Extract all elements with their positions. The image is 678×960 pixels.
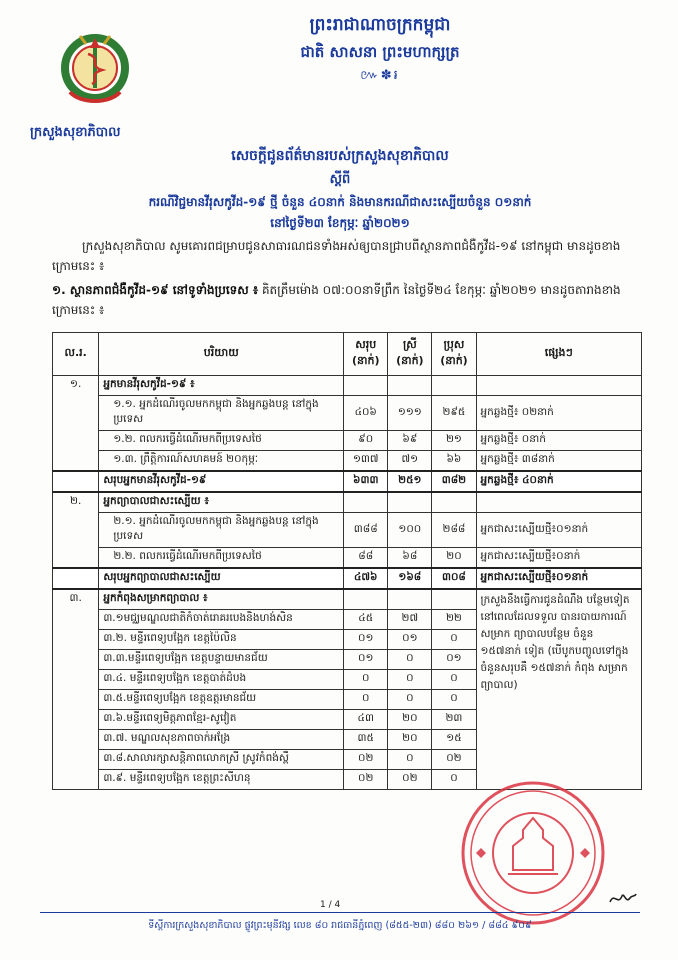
row-male: ២៣ [432,710,476,730]
row-female: ០ [388,650,432,670]
row-male: ៦៦ [432,451,476,472]
section-1 [52,280,642,320]
row-male: ០២ [432,750,476,770]
row-desc: ៣.៦.មន្ទីរពេទ្យមិត្តភាពខ្មែរ-សូវៀត [99,710,344,730]
row-female: ២០ [388,710,432,730]
table-row [53,396,642,431]
row-female: ០ [388,670,432,690]
row-other: អ្នកឆ្លងថ្មី៖ ៣៨នាក់ [476,451,642,472]
row-female: ៦៩ [388,431,432,451]
row-male: ២១ [432,431,476,451]
group-1-number: ១. [53,376,99,472]
header-total: សរុប (នាក់) [344,333,388,376]
signature-icon [608,888,638,910]
row-female: ០១ [388,630,432,650]
total-male: ៣៨២ [432,471,476,492]
row-female: ០ [388,690,432,710]
row-desc: ៣.៧. មណ្ឌលសុខភាពចាក់អង្រែ [99,730,344,750]
row-female: ១០០ [388,513,432,548]
group-3-number: ៣. [53,589,99,790]
row-desc: ២.១. អ្នកដំណើរចូលមកកម្ពុជា និងអ្នកឆ្លងបន្ត នៅក្នុងប្រទេស [113,515,319,542]
row-male: ០ [432,630,476,650]
footer-address: ទីស្តីការក្រសួងសុខាភិបាល ផ្លូវព្រះមុនីវង្ស លេខ ៨០ រាជធានីភ្នំពេញ (៨៥៥-២៣) ៨៨០ ២៦១ / ៨៨៤ ៩០៩ [40,912,640,933]
title-subject: ស្ដីពី [329,172,351,187]
row-male: ២២ [432,610,476,630]
table-row [53,589,642,610]
row-total: ០១ [344,650,388,670]
row-female: ០២ [388,770,432,790]
row-female: ៧១ [388,451,432,472]
row-total: ៤៥ [344,610,388,630]
row-total: ៣៨៨ [344,513,388,548]
row-total: ០២ [344,770,388,790]
row-other: អ្នកឆ្លងថ្មី៖ ០នាក់ [476,431,642,451]
section-1-text: គិតត្រឹមម៉ោង ០៧:០០នាទីព្រឹក នៃថ្ងៃទី២៤ ខែកុម្ភៈ ឆ្នាំ២០២១ មានដូចតារាងខាងក្រោមនេះ ៖ [52,283,621,317]
intro-paragraph: ក្រសួងសុខាភិបាល សូមគោរពជម្រាបជូនសាធារណជនទាំងអស់ឲ្យបានជ្រាបពីស្ថានភាពជំងឺកូវីដ-១៩ នៅកម្ពុជា មានដូចខាងក្រោមនេះ ៖ [52,239,621,273]
total-male: ៣០៨ [432,568,476,589]
row-female: ២០ [388,730,432,750]
row-desc: ៣.៥.មន្ទីរពេទ្យបង្អែក ខេត្តឧត្តរមានជ័យ [99,690,344,710]
title-detail: ករណីវិជ្ជមានវីរុសកូវីដ-១៩ ថ្មី ចំនួន ៤០នាក់ និងមានករណីជាសះស្បើយចំនួន ០១នាក់ [148,195,532,209]
header-no: ល.រ. [53,333,99,376]
row-male: ០ [432,770,476,790]
row-desc: ១.២. ពលករធ្វើដំណើរមកពីប្រទេសថៃ [113,433,262,445]
row-total: ០១ [344,630,388,650]
table-header-row [53,333,642,376]
row-desc: ១.១. អ្នកដំណើរចូលមកកម្ពុជា និងអ្នកឆ្លងបន្ត នៅក្នុងប្រទេស [113,398,319,425]
total-female: ២៥១ [388,471,432,492]
page-number: 1 / 4 [320,900,341,910]
group-3-title: អ្នកកំពុងសម្រាកព្យាបាល ៖ [99,589,344,610]
ministry-emblem-icon [40,22,150,112]
row-desc: ៣.៣.មន្ទីរពេទ្យបង្អែក ខេត្តបន្ទាយមានជ័យ [99,650,344,670]
row-male: ០១ [432,650,476,670]
title-main: សេចក្ដីជូនព័ត៌មានរបស់ក្រសួងសុខាភិបាល [231,148,449,164]
row-female: ៦៨ [388,548,432,569]
announcement-titles [40,146,640,233]
table-row [53,376,642,396]
row-desc: ៣.៨.សាលារក្សាសន្តិភាពលោកស្រី ស្រូវកំពង់ស្ពឺ [99,750,344,770]
group-3-note: ក្រសួងនឹងធ្វើការជូនដំណឹង បន្ថែមទៀតនៅពេលដែលទទួល បានរបាយការណ៍សម្រាក ព្យាបាលបន្ថែម ចំនួន ១៥៧នាក់ ទៀត (បើបូកបញ្ចូលទៅក្នុង ចំនួនសរុបគឺ ១៥៧នាក់ កំពុង សម្រាកព្យាបាល) [476,589,642,790]
section-1-heading: ១. ស្ថានភាពជំងឺកូវីដ-១៩ នៅទូទាំងប្រទេស ៖ [52,283,259,297]
row-male: ២៩៥ [432,396,476,431]
row-male: ០ [432,670,476,690]
row-desc: ៣.១មជ្ឈមណ្ឌលជាតិកំចាត់រោគរបេងនិងហង់សិន [99,610,344,630]
total-value: ៦៣៣ [344,471,388,492]
total-other: អ្នកឆ្លងថ្មី៖ ៤០នាក់ [476,471,642,492]
row-total: ០២ [344,750,388,770]
covid-status-table [52,332,642,790]
kingdom-line: ព្រះរាជាណាចក្រកម្ពុជា [309,15,451,35]
row-total: ៣៥ [344,730,388,750]
row-other: អ្នកឆ្លងថ្មី៖ ០២នាក់ [476,396,642,431]
row-total: ៤៣ [344,710,388,730]
official-seal-icon [458,778,608,928]
row-female: ២៧ [388,610,432,630]
row-other: អ្នកជាសះស្បើយថ្មី៖០១នាក់ [476,513,642,548]
row-desc: ៣.៩. មន្ទីរពេទ្យបង្អែក ខេត្តព្រះសីហនុ [99,770,344,790]
row-total: ០ [344,670,388,690]
row-desc: ១.៣. ព្រឹត្តិការណ៍សហគមន៍ ២០កុម្ភៈ [113,453,259,465]
row-desc: ៣.៤. មន្ទីរពេទ្យបង្អែក ខេត្តបាត់ដំបង [99,670,344,690]
table-row [53,451,642,472]
group-1-title: អ្នកមានវីរុសកូវីដ-១៩ ៖ [99,376,344,396]
row-total: ០ [344,690,388,710]
row-total: ១៣៧ [344,451,388,472]
row-total: ៨៨ [344,548,388,569]
total-other: អ្នកជាសះស្បើយថ្មី៖០១នាក់ [476,568,642,589]
row-total: ៩០ [344,431,388,451]
table-row [53,513,642,548]
header-male: ប្រុស (នាក់) [432,333,476,376]
total-desc: សរុបអ្នកមានវីរុសកូវីដ-១៩ [99,471,344,492]
row-female: ១១១ [388,396,432,431]
row-female: ០ [388,750,432,770]
table-row [53,431,642,451]
table-row [53,548,642,569]
row-other: អ្នកជាសះស្បើយថ្មី៖០នាក់ [476,548,642,569]
table-row [53,492,642,513]
group-2-number: ២. [53,492,99,568]
total-row [53,568,642,589]
ministry-name: ក្រសួងសុខាភិបាល [30,125,121,140]
row-desc: ៣.២. មន្ទីរពេទ្យបង្អែក ខេត្តប៉ៃលិន [99,630,344,650]
total-desc: សរុបអ្នកព្យាបាលជាសះស្បើយ [99,568,344,589]
row-male: ២០ [432,548,476,569]
total-row [53,471,642,492]
row-male: ០ [432,690,476,710]
row-male: ២៨៨ [432,513,476,548]
header-desc: បរិយាយ [99,333,344,376]
ornament: ៚✽៛ [360,68,400,83]
total-value: ៤៧៦ [344,568,388,589]
header-other: ផ្សេងៗ [476,333,642,376]
group-2-title: អ្នកព្យាបាលជាសះស្បើយ ៖ [99,492,344,513]
title-date: នៅថ្ងៃទី២៣ ខែកុម្ភៈ ឆ្នាំ២០២១ [270,216,410,230]
row-male: ១៥ [432,730,476,750]
header-female: ស្រី (នាក់) [388,333,432,376]
motto-line: ជាតិ សាសនា ព្រះមហាក្សត្រ [300,43,460,61]
row-desc: ២.២. ពលករធ្វើដំណើរមកពីប្រទេសថៃ [113,550,262,562]
row-total: ៤០៦ [344,396,388,431]
total-female: ១៦៨ [388,568,432,589]
kingdom-header [190,14,570,86]
